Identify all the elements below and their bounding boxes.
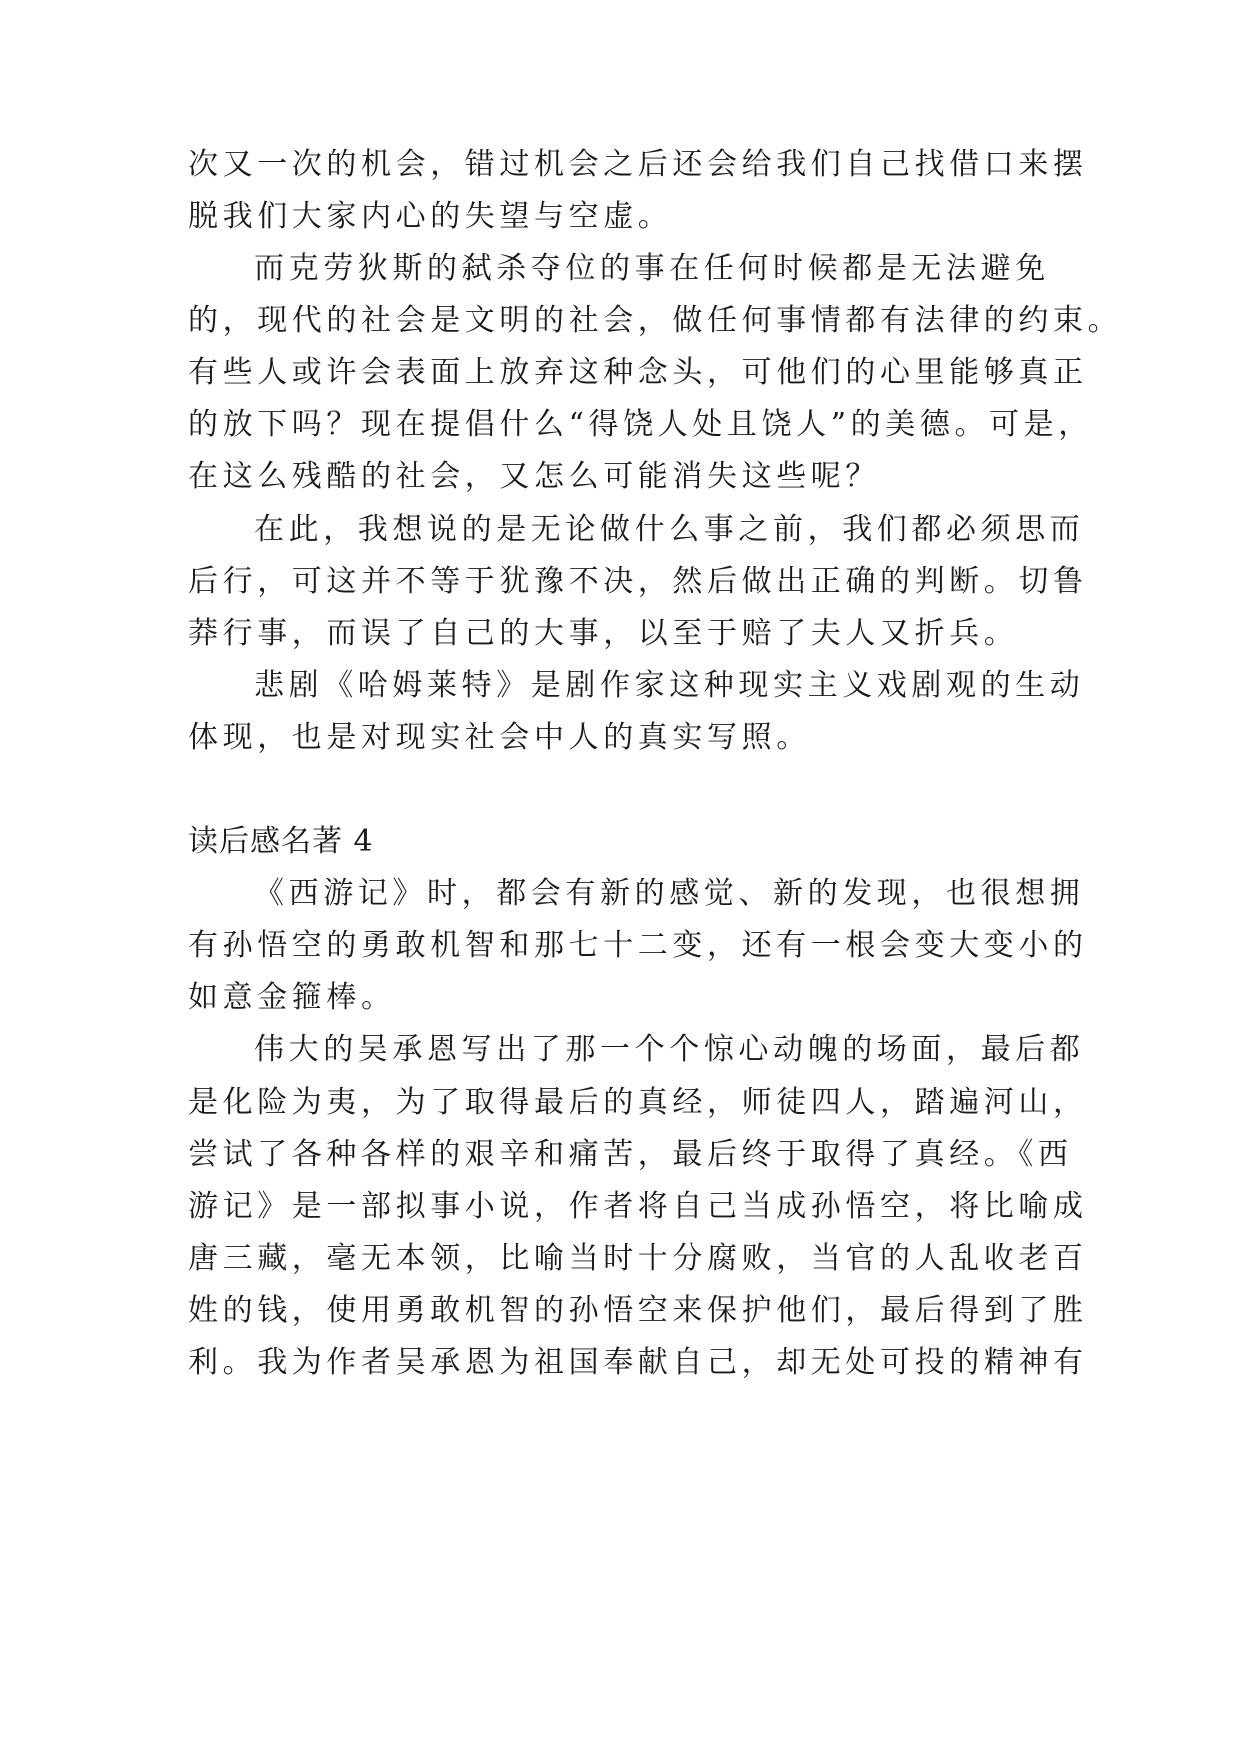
paragraph-line: 脱我们大家内心的失望与空虚。 <box>188 199 673 234</box>
section-heading: 读后感名著 4 <box>188 824 374 859</box>
paragraph-line: 游记》是一部拟事小说，作者将自己当成孙悟空，将比喻成 <box>188 1189 1088 1224</box>
paragraph-line: 尝试了各种各样的艰辛和痛苦，最后终于取得了真经。《西 <box>188 1137 1073 1172</box>
paragraph-line: 是化险为夷，为了取得最后的真经，师徒四人，踏遍河山， <box>188 1085 1088 1120</box>
paragraph-line: 在此，我想说的是无论做什么事之前，我们都必须思而 <box>254 512 1085 547</box>
paragraph-line: 悲剧《哈姆莱特》是剧作家这种现实主义戏剧观的生动 <box>254 668 1085 703</box>
paragraph-line: 而克劳狄斯的弑杀夺位的事在任何时候都是无法避免 <box>254 251 1050 286</box>
paragraph-line: 《西游记》时，都会有新的感觉、新的发现，也很想拥 <box>254 876 1085 911</box>
paragraph-line: 体现，也是对现实社会中人的真实写照。 <box>188 720 811 755</box>
paragraph-line: 在这么残酷的社会，又怎么可能消失这些呢？ <box>188 459 880 494</box>
paragraph-line: 利。我为作者吴承恩为祖国奉献自己，却无处可投的精神有 <box>188 1345 1088 1380</box>
paragraph-line: 后行，可这并不等于犹豫不决，然后做出正确的判断。切鲁 <box>188 564 1088 599</box>
paragraph-line: 次又一次的机会，错过机会之后还会给我们自己找借口来摆 <box>188 147 1088 182</box>
paragraph-line: 有些人或许会表面上放弃这种念头，可他们的心里能够真正 <box>188 355 1088 390</box>
paragraph-line: 如意金箍棒。 <box>188 980 396 1015</box>
paragraph-line: 伟大的吴承恩写出了那一个个惊心动魄的场面，最后都 <box>254 1032 1085 1067</box>
paragraph-line: 唐三藏，毫无本领，比喻当时十分腐败，当官的人乱收老百 <box>188 1241 1088 1276</box>
paragraph-line: 莽行事，而误了自己的大事，以至于赔了夫人又折兵。 <box>188 616 1019 651</box>
paragraph-line: 姓的钱，使用勇敢机智的孙悟空来保护他们，最后得到了胜 <box>188 1293 1088 1328</box>
paragraph-line: 有孙悟空的勇敢机智和那七十二变，还有一根会变大变小的 <box>188 928 1088 963</box>
paragraph-line: 的放下吗？现在提倡什么“得饶人处且饶人”的美德。可是， <box>188 407 1093 442</box>
paragraph-line: 的，现代的社会是文明的社会，做任何事情都有法律的约束。 <box>188 303 1123 338</box>
